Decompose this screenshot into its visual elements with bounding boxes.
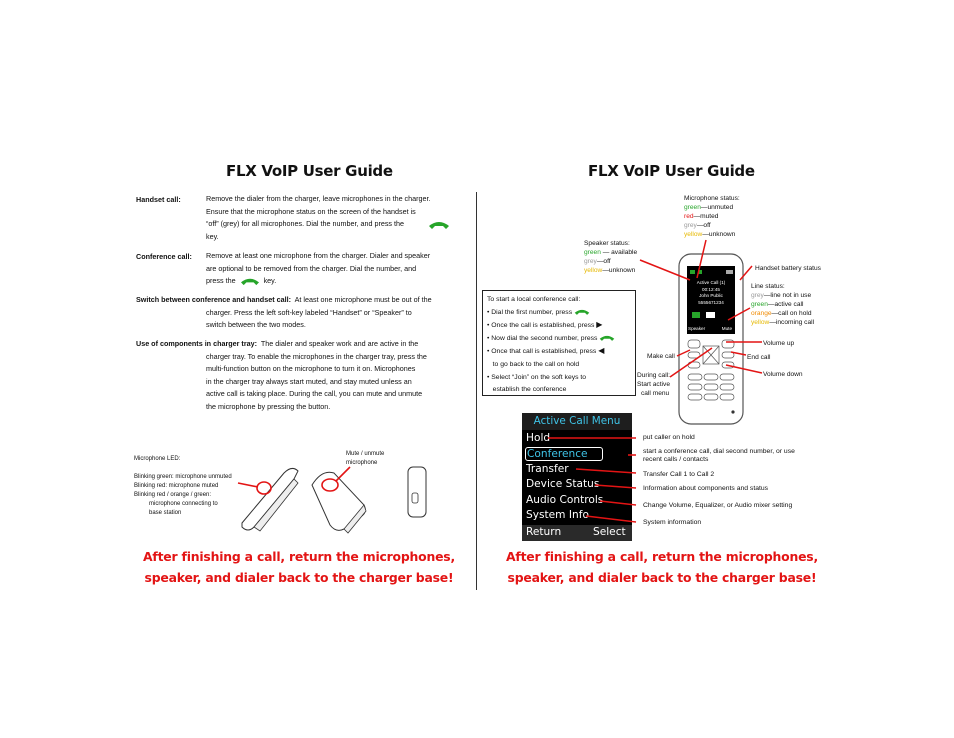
- speaker-status-arrow: [640, 260, 690, 280]
- menu-item-transfer[interactable]: Transfer: [526, 463, 569, 475]
- text-fragment: press the: [206, 276, 236, 286]
- text-line: Blinking green: microphone unmuted: [134, 474, 232, 480]
- note-conference: [643, 448, 795, 464]
- text-line: Blinking red / orange / green:: [134, 492, 212, 498]
- battery-label: Handset battery status: [755, 265, 821, 272]
- box-line: [487, 345, 631, 359]
- screen-line: John Public: [699, 293, 723, 298]
- legend-title: Microphone status:: [684, 195, 740, 202]
- text-line: the microphone by pressing the button.: [206, 401, 331, 411]
- transfer-arrow: [576, 469, 636, 473]
- menu-item-device-status[interactable]: Device Status: [526, 478, 600, 490]
- text-line: Ensure that the microphone status on the screen of the handset is: [206, 206, 416, 216]
- battery-arrow: [740, 266, 752, 280]
- softkey-right: Mute: [721, 326, 732, 331]
- volume-down-arrow: [726, 365, 762, 373]
- note-hold: put caller on hold: [643, 434, 695, 441]
- make-call-arrow: [677, 350, 690, 356]
- softkey-left: Speaker: [688, 326, 706, 331]
- legend-text: —call on hold: [771, 310, 812, 317]
- text-line: Remove the dialer from the charger, leave microphones in the charger.: [206, 194, 431, 203]
- text-line: switch between the two modes.: [206, 320, 306, 330]
- menu-arrow: [670, 348, 712, 377]
- text-line: microphone: [346, 460, 378, 466]
- microphone-drawing-1: [238, 468, 298, 531]
- text-line: in the charger tray always start muted, and stay muted unless an: [206, 376, 412, 386]
- green-phone-icon: [599, 334, 615, 342]
- footer-line: After finishing a call, return the microphones,: [506, 549, 818, 564]
- legend-row: [684, 212, 740, 221]
- legend-color: yellow: [584, 267, 603, 274]
- legend-color: green: [584, 249, 601, 256]
- text-line: are optional to be removed from the charger. Dial the number, and: [206, 263, 417, 273]
- box-line: establish the conference: [487, 386, 567, 394]
- left-page-title: FLX VoIP User Guide: [226, 162, 393, 180]
- legend-text: —active call: [767, 301, 804, 308]
- legend-text: —muted: [693, 213, 719, 220]
- system-info-arrow: [586, 516, 636, 522]
- right-footer-warning: [496, 546, 828, 588]
- audio-controls-arrow: [600, 501, 636, 505]
- device-status-arrow: [595, 485, 636, 488]
- text-line: charger tray. To enable the microphones in the charger tray, press the: [206, 351, 427, 361]
- menu-item-conference[interactable]: Conference: [525, 447, 603, 461]
- green-phone-icon: [574, 308, 590, 316]
- play-right-icon: ▶: [596, 320, 603, 330]
- text-line: “off” (grey) for all microphones. Dial the number, and press the: [206, 219, 405, 229]
- box-line: • Select “Join” on the soft keys to: [487, 373, 587, 381]
- legend-text: —line not in use: [763, 292, 812, 299]
- volume-down-label: Volume down: [763, 371, 803, 378]
- play-left-icon: ◀: [598, 346, 605, 356]
- legend-text: —off: [696, 222, 711, 229]
- legend-color: grey: [684, 222, 697, 229]
- screen-line: 00:12:45: [702, 286, 720, 292]
- text-line: multi-function button on the microphone to turn it on. Microphones: [206, 364, 416, 374]
- text-line: call menu: [641, 390, 670, 397]
- conference-call-label: Conference call:: [136, 252, 192, 261]
- end-call-label: End call: [747, 354, 771, 361]
- conference-call-text: [206, 250, 466, 288]
- text-line: Remove at least one microphone from the charger. Dialer and speaker: [206, 251, 431, 260]
- legend-text: —unmuted: [700, 204, 734, 211]
- make-call-label: Make call: [647, 353, 675, 360]
- legend-row: [684, 203, 740, 212]
- page-divider: [476, 192, 477, 590]
- text-line: Start active: [637, 381, 670, 388]
- text-line: microphone connecting to: [149, 501, 218, 507]
- legend-color: yellow: [684, 231, 703, 238]
- text-fragment: • Now dial the second number, press: [487, 334, 598, 342]
- mic-led-legend: [134, 473, 232, 518]
- legend-text: —unknown: [602, 267, 636, 274]
- legend-text: —off: [596, 258, 611, 265]
- menu-item-audio-controls[interactable]: Audio Controls: [526, 494, 604, 506]
- legend-text: — available: [600, 249, 638, 256]
- legend-color: green: [684, 204, 701, 211]
- handset-call-text: [206, 193, 466, 243]
- microphone-drawing-3: [408, 467, 426, 517]
- text-line: [206, 275, 466, 288]
- green-phone-icon: [240, 277, 260, 286]
- note-transfer: Transfer Call 1 to Call 2: [643, 471, 715, 478]
- text-line: charger. Press the left soft-key labeled “Handset” or “Speaker” to: [206, 307, 412, 317]
- mic-led-title: Microphone LED:: [134, 456, 181, 462]
- text-fragment: • Dial the first number, press: [487, 308, 573, 316]
- menu-item-system-info[interactable]: System Info: [526, 509, 589, 521]
- screen-line: Active Call (1): [696, 280, 726, 285]
- text-line: active call is taking place. During the call, you can mute and unmute: [206, 389, 423, 399]
- box-line: [487, 319, 631, 333]
- end-call-arrow: [731, 352, 746, 355]
- switch-label: Switch between conference and handset call:: [136, 295, 291, 304]
- select-softkey[interactable]: Select: [593, 526, 626, 538]
- legend-color: yellow: [751, 319, 770, 326]
- legend-text: —incoming call: [769, 319, 815, 326]
- footer-line: After finishing a call, return the microphones,: [143, 549, 455, 564]
- handset-call-label: Handset call:: [136, 195, 181, 204]
- switch-section: [136, 294, 466, 332]
- components-section: [136, 338, 466, 414]
- legend-color: grey: [584, 258, 597, 265]
- components-label: Use of components in charger tray:: [136, 339, 258, 348]
- text-line: recent calls / contacts: [643, 456, 709, 463]
- return-softkey[interactable]: Return: [526, 526, 562, 538]
- microphone-drawing-2: [312, 467, 366, 533]
- box-title: To start a local conference call:: [487, 296, 581, 303]
- text-fragment: • Once that call is established, press: [487, 348, 597, 356]
- note-audio-controls: Change Volume, Equalizer, or Audio mixer setting: [643, 502, 793, 509]
- text-line: Mute / unmute: [346, 451, 385, 457]
- conference-instructions-box: [482, 290, 636, 396]
- menu-header: Active Call Menu: [522, 413, 632, 430]
- text-fragment: • Once the call is established, press: [487, 322, 595, 330]
- box-line: [487, 333, 631, 346]
- legend-row: [684, 221, 740, 230]
- note-device-status: Information about components and status: [643, 485, 769, 492]
- green-phone-icon: [428, 220, 450, 230]
- text-line: start a conference call, dial second number, or use: [643, 448, 795, 455]
- note-system-info: System information: [643, 519, 702, 526]
- box-line: to go back to the call on hold: [487, 360, 580, 368]
- text-line: [136, 338, 466, 351]
- legend-color: red: [684, 213, 694, 220]
- text-line: During call:: [637, 372, 670, 379]
- legend-title: Speaker status:: [584, 240, 630, 247]
- microphone-illustrations: [232, 455, 448, 535]
- text-line: base station: [149, 510, 182, 516]
- footer-line: speaker, and dialer back to the charger base!: [507, 570, 817, 585]
- mic-status-arrow: [697, 240, 706, 278]
- right-page-title: FLX VoIP User Guide: [588, 162, 755, 180]
- left-footer-warning: [133, 546, 465, 588]
- legend-color: grey: [751, 292, 764, 299]
- text-fragment: key.: [263, 276, 277, 286]
- legend-title: Line status:: [751, 283, 785, 290]
- menu-pointer-arrows: [540, 430, 650, 530]
- menu-item-hold[interactable]: Hold: [526, 432, 551, 444]
- text-line: Blinking red: microphone muted: [134, 483, 219, 489]
- legend-text: —unknown: [702, 231, 736, 238]
- text-fragment: At least one microphone must be out of the: [294, 295, 432, 304]
- text-line: [136, 294, 466, 307]
- legend-color: green: [751, 301, 768, 308]
- screen-line: 5555671234: [698, 299, 724, 305]
- line-status-arrow: [728, 308, 750, 320]
- legend-color: orange: [751, 310, 772, 317]
- text-fragment: The dialer and speaker work and are active in the: [260, 339, 419, 348]
- text-line: key.: [206, 231, 219, 241]
- volume-up-label: Volume up: [763, 340, 795, 347]
- box-line: [487, 307, 631, 320]
- footer-line: speaker, and dialer back to the charger base!: [144, 570, 454, 585]
